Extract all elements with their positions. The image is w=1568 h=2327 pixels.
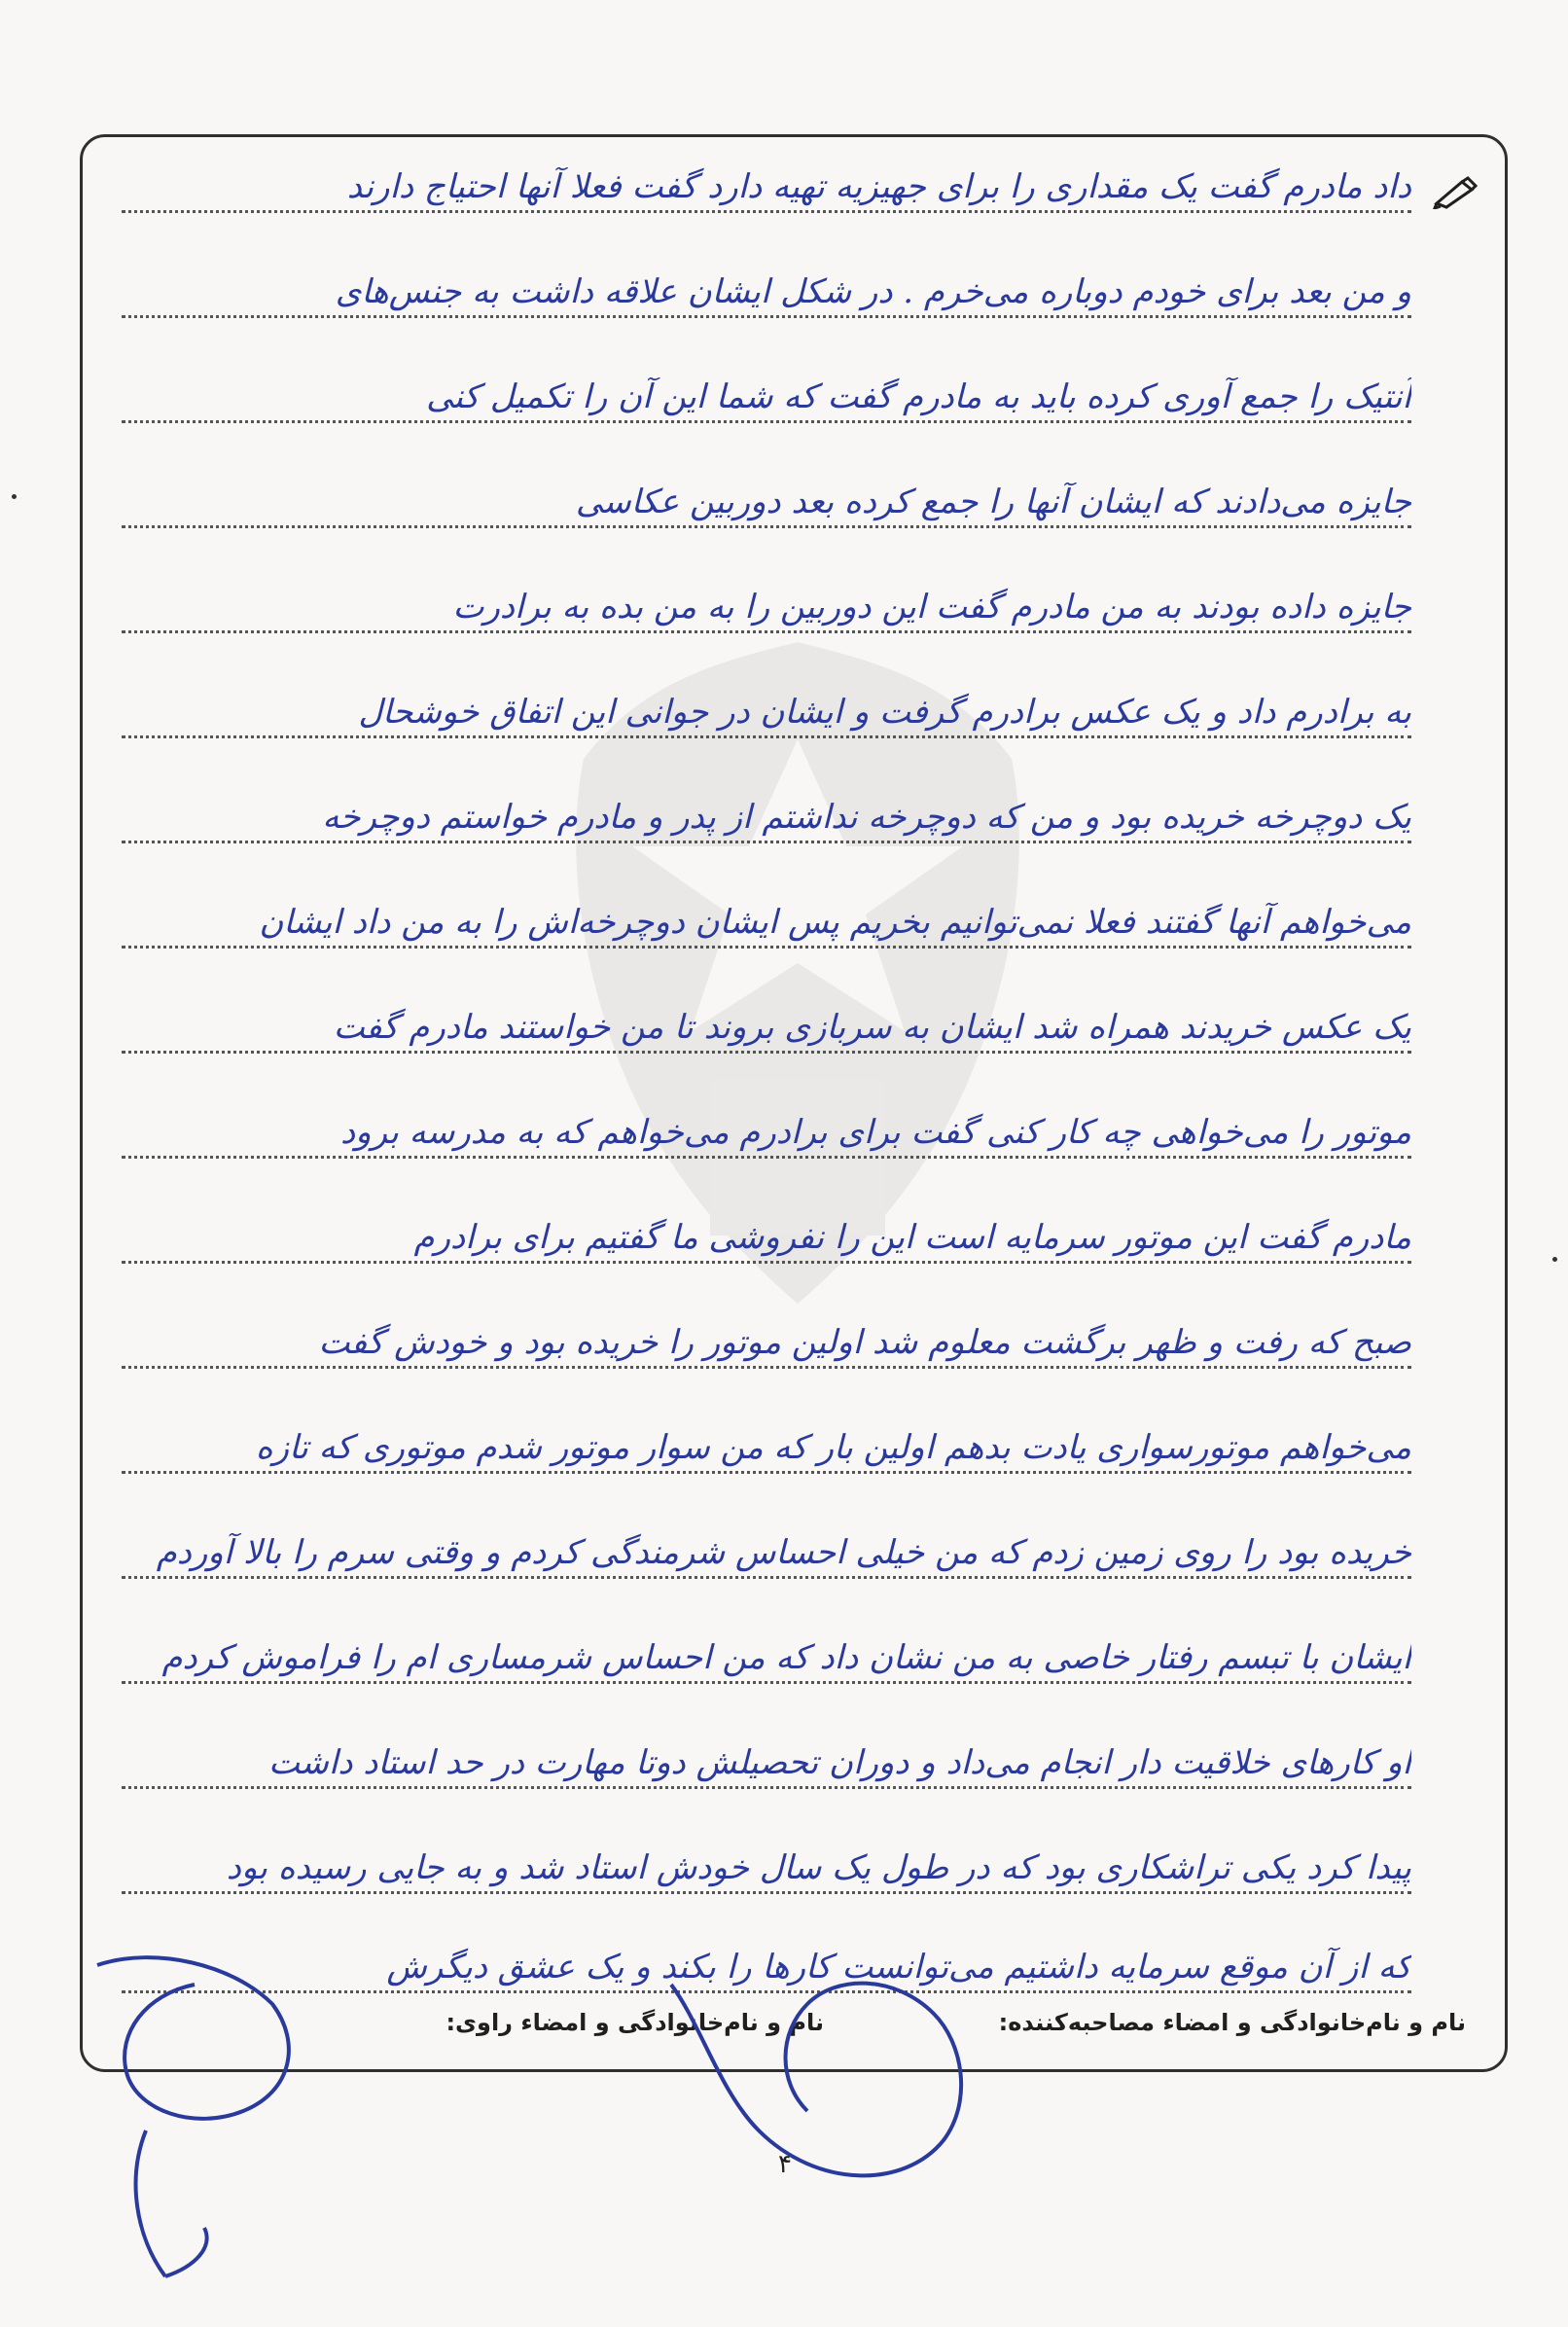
ruled-line	[122, 1205, 1411, 1264]
handwritten-text: آنتیک را جمع آوری کرده باید به مادرم گفت که شما این آن را تکمیل کنی	[426, 377, 1411, 416]
handwritten-text: جایزه می‌دادند که ایشان آنها را جمع کرده بعد دوربین عکاسی	[575, 483, 1411, 521]
handwritten-text: یک دوچرخه خریده بود و من که دوچرخه نداشتم از پدر و مادرم خواستم دوچرخه	[322, 798, 1411, 837]
ruled-line	[122, 365, 1411, 423]
ruled-line	[122, 1310, 1411, 1369]
ruled-line	[122, 470, 1411, 528]
ruled-line	[122, 260, 1411, 318]
handwritten-text: ایشان با تبسم رفتار خاصی به من نشان داد که من احساس شرمساری ام را فراموش کردم	[161, 1638, 1411, 1677]
ruled-line	[122, 680, 1411, 738]
handwritten-text: موتور را می‌خواهی چه کار کنی گفت برای برادرم می‌خواهم که به مدرسه برود	[340, 1113, 1411, 1152]
page-number: ۴	[778, 2150, 792, 2179]
pen-icon	[1433, 176, 1478, 209]
ruled-line	[122, 995, 1411, 1054]
ruled-line	[122, 1836, 1411, 1894]
page-frame	[80, 134, 1508, 2072]
ruled-line	[122, 1935, 1411, 1993]
scan-speck-right	[1552, 1257, 1557, 1262]
ruled-line	[122, 1731, 1411, 1789]
handwritten-text: جایزه داده بودند به من مادرم گفت این دوربین را به من بده به برادرت	[452, 588, 1411, 626]
handwritten-text: و من بعد برای خودم دوباره می‌خرم . در شکل ایشان علاقه داشت به جنس‌های	[335, 272, 1411, 311]
ruled-line	[122, 1521, 1411, 1579]
signature-footer	[122, 2009, 1466, 2058]
ruled-line	[122, 1100, 1411, 1159]
interviewer-signature-label: نام و نام‌خانوادگی و امضاء مصاحبه‌کننده:	[998, 2009, 1466, 2036]
handwritten-text: خریده بود را روی زمین زدم که من خیلی احساس شرمندگی کردم و وقتی سرم را بالا آوردم	[156, 1533, 1411, 1572]
scan-speck-left	[12, 494, 17, 499]
handwritten-text: می‌خواهم آنها گفتند فعلا نمی‌توانیم بخریم پس ایشان دوچرخه‌اش را به من داد ایشان	[259, 903, 1411, 942]
narrator-signature-label: نام و نام‌خانوادگی و امضاء راوی:	[445, 2009, 824, 2036]
handwritten-text: داد مادرم گفت یک مقداری را برای جهیزیه تهیه دارد گفت فعلا آنها احتیاج دارند	[346, 167, 1411, 206]
handwritten-text: صبح که رفت و ظهر برگشت معلوم شد اولین موتور را خریده بود و خودش گفت	[318, 1323, 1411, 1362]
ruled-line	[122, 1626, 1411, 1684]
handwritten-text: که از آن موقع سرمایه داشتیم می‌توانست کارها را بکند و یک عشق دیگرش	[386, 1948, 1411, 1987]
handwritten-text: مادرم گفت این موتور سرمایه است این را نفروشی ما گفتیم برای برادرم	[413, 1218, 1411, 1257]
ruled-line	[122, 155, 1411, 213]
ruled-line	[122, 785, 1411, 843]
handwritten-text: او کارهای خلاقیت دار انجام می‌داد و دوران تحصیلش دوتا مهارت در حد استاد داشت	[268, 1743, 1411, 1782]
ruled-line	[122, 890, 1411, 949]
handwritten-text: به برادرم داد و یک عکس برادرم گرفت و ایشان در جوانی این اتفاق خوشحال	[358, 693, 1411, 732]
ruled-line	[122, 575, 1411, 633]
handwritten-text: پیدا کرد یکی تراشکاری بود که در طول یک سال خودش استاد شد و به جایی رسیده بود	[226, 1848, 1411, 1887]
handwritten-text: می‌خواهم موتورسواری یادت بدهم اولین بار که من سوار موتور شدم موتوری که تازه	[255, 1428, 1411, 1467]
handwritten-text: یک عکس خریدند همراه شد ایشان به سربازی بروند تا من خواستند مادرم گفت	[333, 1008, 1411, 1047]
ruled-line	[122, 1415, 1411, 1474]
